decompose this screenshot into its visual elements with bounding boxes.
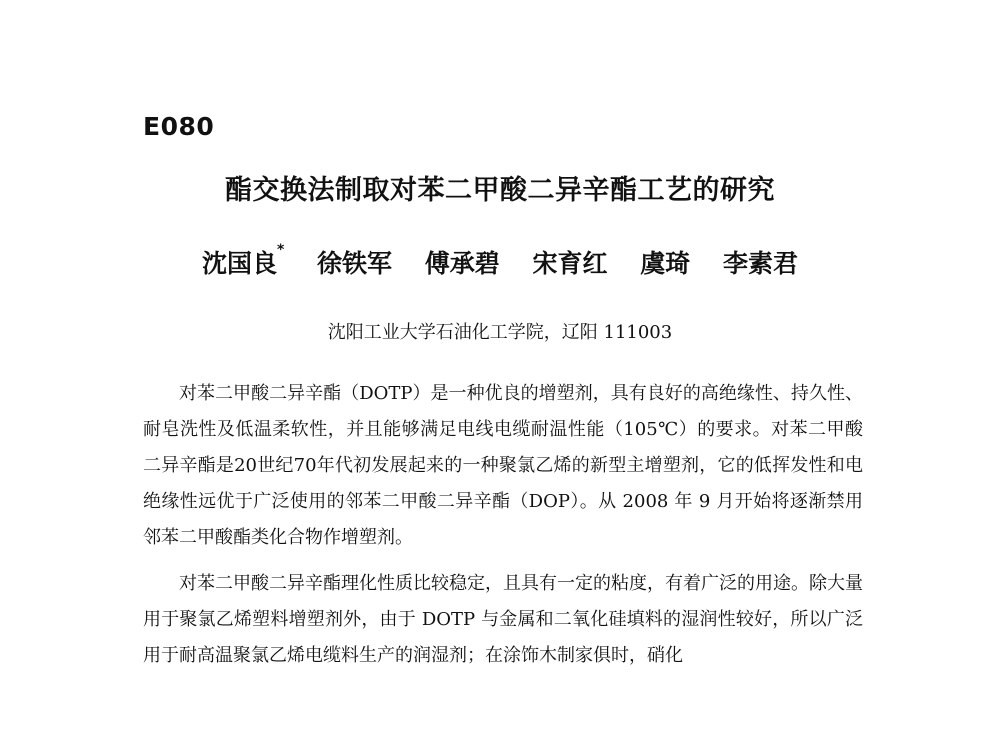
author: [640, 244, 690, 280]
author-name: 李素君: [722, 249, 798, 278]
author-name: 傅承碧: [424, 249, 500, 278]
author-name: 沈国良: [201, 249, 277, 278]
author-name: 虞琦: [640, 249, 691, 278]
author: [723, 244, 798, 280]
author-name: 宋育红: [532, 249, 608, 278]
author: [317, 244, 392, 280]
author-mark: *: [277, 242, 285, 258]
classification-code: E080: [143, 112, 215, 141]
author-name: 徐铁军: [317, 249, 393, 278]
author-list: [0, 244, 1000, 280]
paragraph: 对苯二甲酸二异辛酯理化性质比较稳定，且具有一定的粘度，有着广泛的用途。除大量用于聚氯乙烯塑料增塑剂外，由于 DOTP 与金属和二氧化硅填料的湿润性较好，所以广泛用于耐高温聚氯乙烯电缆料生产的润湿剂；在涂饰木制家俱时，硝化: [143, 573, 863, 666]
author: [425, 244, 500, 280]
author: [533, 244, 608, 280]
affiliation: 沈阳工业大学石油化工学院，辽阳 111003: [327, 322, 673, 343]
author: [202, 244, 284, 280]
paper-title: 酯交换法制取对苯二甲酸二异辛酯工艺的研究: [225, 175, 775, 206]
body-text: [143, 376, 863, 684]
paragraph: 对苯二甲酸二异辛酯（DOTP）是一种优良的增塑剂，具有良好的高绝缘性、持久性、耐皂洗性及低温柔软性，并且能够满足电线电缆耐温性能（105℃）的要求。对苯二甲酸二异辛酯是20世纪70年代初发展起来的一种聚氯乙烯的新型主增塑剂，它的低挥发性和电绝缘性远优于广泛使用的邻苯二甲酸二异辛酯（DOP）。从 2008 年 9 月开始将逐渐禁用邻苯二甲酸酯类化合物作增塑剂。: [143, 383, 863, 548]
